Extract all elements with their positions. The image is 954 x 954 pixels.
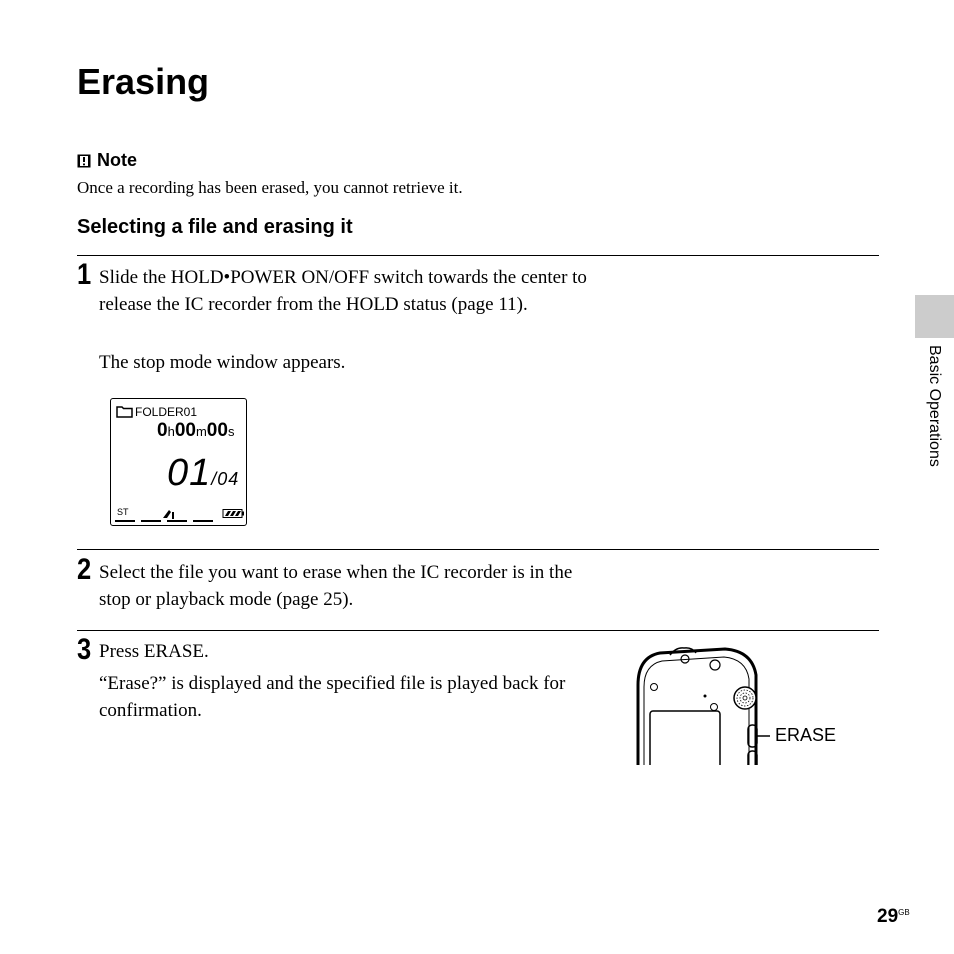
note-icon bbox=[77, 154, 91, 168]
file-counter bbox=[167, 452, 239, 495]
step-divider bbox=[77, 255, 879, 256]
folder-name: FOLDER01 bbox=[135, 405, 198, 419]
step-result: “Erase?” is displayed and the specified file is played back for confirmation. bbox=[99, 673, 566, 721]
time-minutes: 00 bbox=[174, 420, 196, 441]
side-tab-marker bbox=[915, 295, 954, 338]
step-text: Select the file you want to erase when the IC recorder is in the stop or playback mode (page 25). bbox=[99, 562, 573, 610]
page-title: Erasing bbox=[77, 61, 210, 102]
step-divider bbox=[77, 549, 879, 550]
stereo-mode: ST bbox=[117, 507, 129, 517]
page-number-suffix: GB bbox=[898, 908, 910, 917]
step-number: 2 bbox=[77, 553, 92, 586]
elapsed-time bbox=[157, 420, 234, 442]
ic-recorder-illustration bbox=[630, 645, 770, 765]
step-result: The stop mode window appears. bbox=[99, 352, 346, 373]
step-text: Press ERASE. bbox=[99, 641, 209, 662]
step-text: Slide the HOLD•POWER ON/OFF switch towards the center to release the IC recorder from the HOLD status (page 11). bbox=[99, 267, 587, 315]
step-number: 3 bbox=[77, 633, 92, 666]
page-number-value: 29 bbox=[877, 906, 899, 927]
time-hours-unit: h bbox=[167, 424, 175, 439]
file-number: 01 bbox=[167, 452, 212, 494]
battery-icon bbox=[222, 509, 244, 518]
step-number: 1 bbox=[77, 258, 92, 291]
note-text: Once a recording has been erased, you cannot retrieve it. bbox=[77, 178, 463, 197]
erase-button-label: ERASE bbox=[775, 725, 837, 745]
step-divider bbox=[77, 630, 879, 631]
file-separator: / bbox=[211, 469, 218, 489]
note-heading bbox=[77, 150, 137, 171]
page-number bbox=[877, 906, 910, 928]
file-total: 04 bbox=[217, 469, 240, 489]
time-seconds: 00 bbox=[206, 420, 228, 441]
time-hours: 0 bbox=[157, 420, 168, 441]
time-minutes-unit: m bbox=[195, 424, 207, 439]
folder-icon bbox=[116, 405, 133, 418]
stop-mode-display bbox=[110, 398, 247, 526]
note-heading-label: Note bbox=[97, 150, 137, 170]
time-seconds-unit: s bbox=[227, 424, 235, 439]
section-heading: Selecting a file and erasing it bbox=[77, 216, 353, 238]
side-tab-label: Basic Operations bbox=[926, 345, 943, 467]
